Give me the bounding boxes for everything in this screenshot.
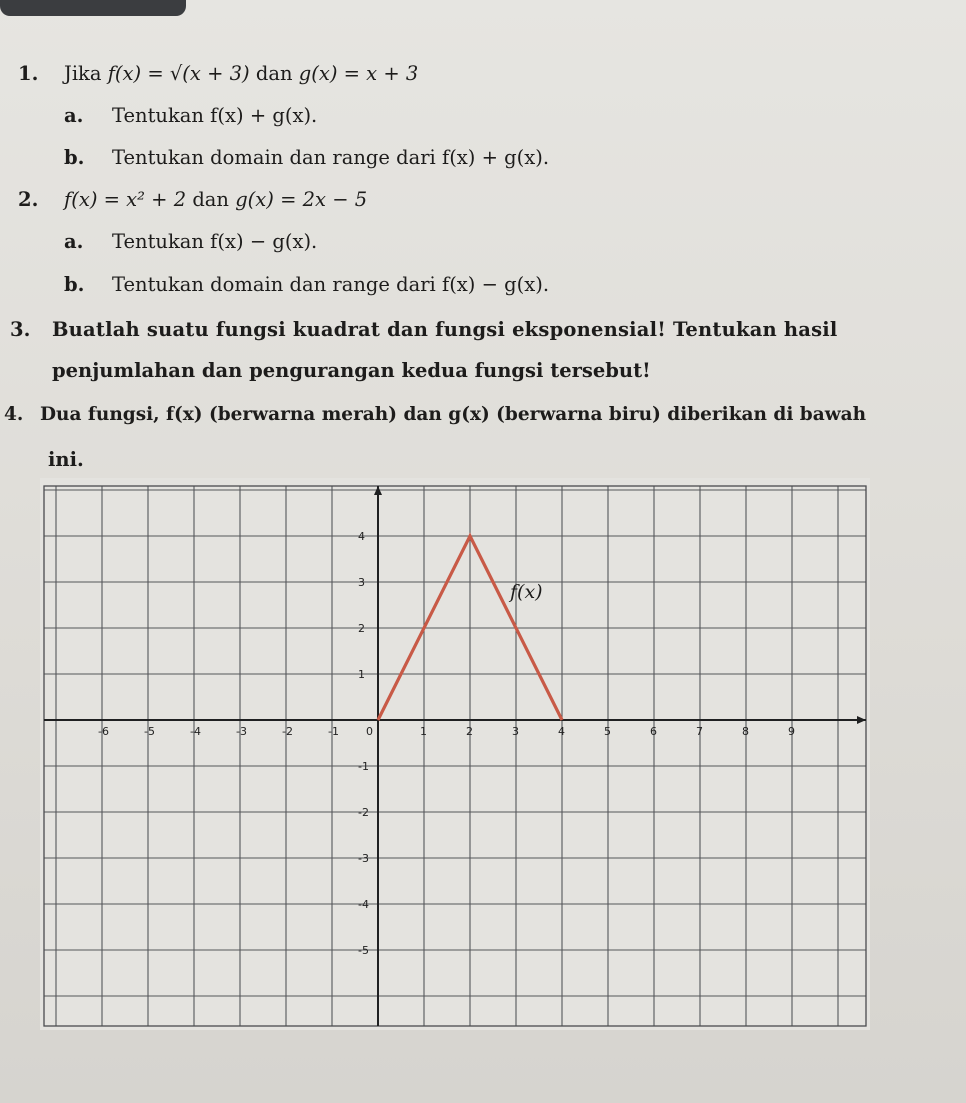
problem-1-conjunction: dan (255, 62, 293, 85)
problem-2a-label: a. (64, 230, 84, 253)
problem-1-prefix: Jika (64, 62, 102, 85)
f-of-x-label: f(x) (510, 581, 543, 603)
problem-2-f-expression: f(x) = x² + 2 (64, 188, 187, 211)
y-tick-label: -2 (358, 806, 369, 819)
y-tick-label: 1 (358, 668, 365, 681)
x-tick-label: 1 (420, 725, 427, 738)
problem-2-g-expression: g(x) = 2x − 5 (235, 188, 368, 211)
x-tick-label: -5 (144, 725, 155, 738)
x-tick-label: 5 (604, 725, 611, 738)
y-tick-label: 4 (358, 530, 365, 543)
function-graph (40, 478, 870, 1030)
problem-1a-label: a. (64, 104, 84, 127)
x-tick-label: 6 (650, 725, 657, 738)
problem-2-number: 2. (18, 188, 39, 211)
x-tick-label: -6 (98, 725, 109, 738)
problem-1-g-expression: g(x) = x + 3 (298, 62, 419, 85)
problem-4-line-2: ini. (48, 448, 84, 471)
problem-1-number: 1. (18, 62, 39, 85)
x-tick-label: 8 (742, 725, 749, 738)
x-tick-label: -2 (282, 725, 293, 738)
problem-2a-text: Tentukan f(x) − g(x). (112, 230, 318, 253)
y-tick-label: -4 (358, 898, 369, 911)
y-tick-label: -3 (358, 852, 369, 865)
problem-1-f-expression: f(x) = √(x + 3) (107, 62, 250, 85)
x-tick-label: 0 (366, 725, 373, 738)
y-tick-label: 3 (358, 576, 365, 589)
x-tick-label: 2 (466, 725, 473, 738)
problem-2b-text: Tentukan domain dan range dari f(x) − g(x). (112, 273, 550, 296)
x-tick-label: 9 (788, 725, 795, 738)
y-tick-label: 2 (358, 622, 365, 635)
problem-1b-text: Tentukan domain dan range dari f(x) + g(x). (112, 146, 550, 169)
x-tick-label: -4 (190, 725, 201, 738)
problem-1b-label: b. (64, 146, 85, 169)
problem-4-line-1: Dua fungsi, f(x) (berwarna merah) dan g(x) (berwarna biru) diberikan di bawah (40, 404, 867, 425)
y-tick-label: -1 (358, 760, 369, 773)
problem-2b-label: b. (64, 273, 85, 296)
x-tick-label: 4 (558, 725, 565, 738)
problem-3-line-1: Buatlah suatu fungsi kuadrat dan fungsi eksponensial! Tentukan hasil (52, 318, 838, 341)
top-edge-bar (0, 0, 186, 16)
x-tick-label: -3 (236, 725, 247, 738)
problem-1a-text: Tentukan f(x) + g(x). (112, 104, 318, 127)
problem-4-number: 4. (4, 404, 24, 425)
x-tick-label: -1 (328, 725, 339, 738)
problem-3-number: 3. (10, 318, 31, 341)
problem-2-conjunction: dan (192, 188, 229, 211)
x-tick-label: 7 (696, 725, 703, 738)
y-tick-label: -5 (358, 944, 369, 957)
x-tick-label: 3 (512, 725, 519, 738)
problem-3-line-2: penjumlahan dan pengurangan kedua fungsi tersebut! (52, 359, 651, 382)
graph-svg (40, 478, 870, 1030)
